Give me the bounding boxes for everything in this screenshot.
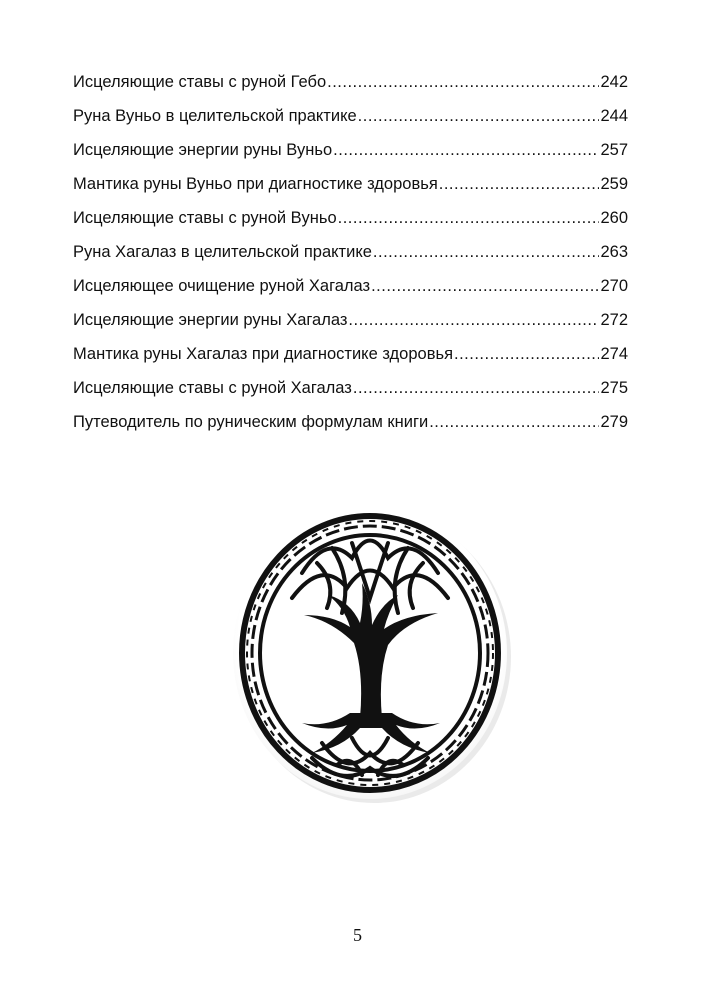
toc-entry[interactable] [73, 344, 628, 378]
toc-leader-dots [439, 174, 600, 194]
toc-entry-title: Мантика руны Хагалаз при диагностике здоровья [73, 345, 453, 363]
toc-entry-page: 275 [600, 379, 628, 397]
toc-leader-dots [358, 106, 600, 126]
toc-entry-title: Исцеляющие энергии руны Хагалаз [73, 311, 348, 329]
toc-entry[interactable] [73, 106, 628, 140]
toc-entry-page: 257 [600, 141, 628, 159]
toc-entry[interactable] [73, 310, 628, 344]
toc-entry[interactable] [73, 276, 628, 310]
toc-leader-dots [454, 344, 599, 364]
page-number: 5 [353, 925, 362, 945]
toc-entry-page: 270 [600, 277, 628, 295]
toc-entry-page: 260 [600, 209, 628, 227]
toc-entry[interactable] [73, 174, 628, 208]
toc-entry-title: Исцеляющие энергии руны Вуньо [73, 141, 333, 159]
toc-entry-title: Исцеляющее очищение руной Хагалаз [73, 277, 371, 295]
toc-leader-dots [373, 242, 600, 262]
toc-entry[interactable] [73, 378, 628, 412]
toc-entry-title: Путеводитель по руническим формулам книги [73, 413, 429, 431]
toc-entry-title: Исцеляющие ставы с руной Вуньо [73, 209, 337, 227]
toc-entry[interactable] [73, 72, 628, 106]
toc-entry-page: 279 [600, 413, 628, 431]
toc-entry[interactable] [73, 412, 628, 446]
table-of-contents [73, 72, 628, 446]
celtic-tree-of-life-icon [232, 503, 512, 803]
toc-entry-page: 244 [600, 107, 628, 125]
toc-entry[interactable] [73, 208, 628, 242]
toc-entry[interactable] [73, 242, 628, 276]
toc-entry-title: Исцеляющие ставы с руной Гебо [73, 73, 327, 91]
toc-leader-dots [371, 276, 599, 296]
toc-entry-page: 274 [600, 345, 628, 363]
toc-leader-dots [333, 140, 599, 160]
toc-leader-dots [348, 310, 599, 330]
toc-entry-page: 272 [600, 311, 628, 329]
toc-leader-dots [353, 378, 600, 398]
toc-leader-dots [429, 412, 599, 432]
toc-entry-title: Исцеляющие ставы с руной Хагалаз [73, 379, 352, 397]
toc-entry-page: 263 [600, 243, 628, 261]
toc-entry[interactable] [73, 140, 628, 174]
toc-entry-page: 242 [600, 73, 628, 91]
toc-entry-title: Мантика руны Вуньо при диагностике здоровья [73, 175, 438, 193]
toc-leader-dots [338, 208, 600, 228]
toc-entry-title: Руна Вуньо в целительской практике [73, 107, 357, 125]
toc-leader-dots [327, 72, 599, 92]
toc-entry-page: 259 [600, 175, 628, 193]
toc-entry-title: Руна Хагалаз в целительской практике [73, 243, 372, 261]
